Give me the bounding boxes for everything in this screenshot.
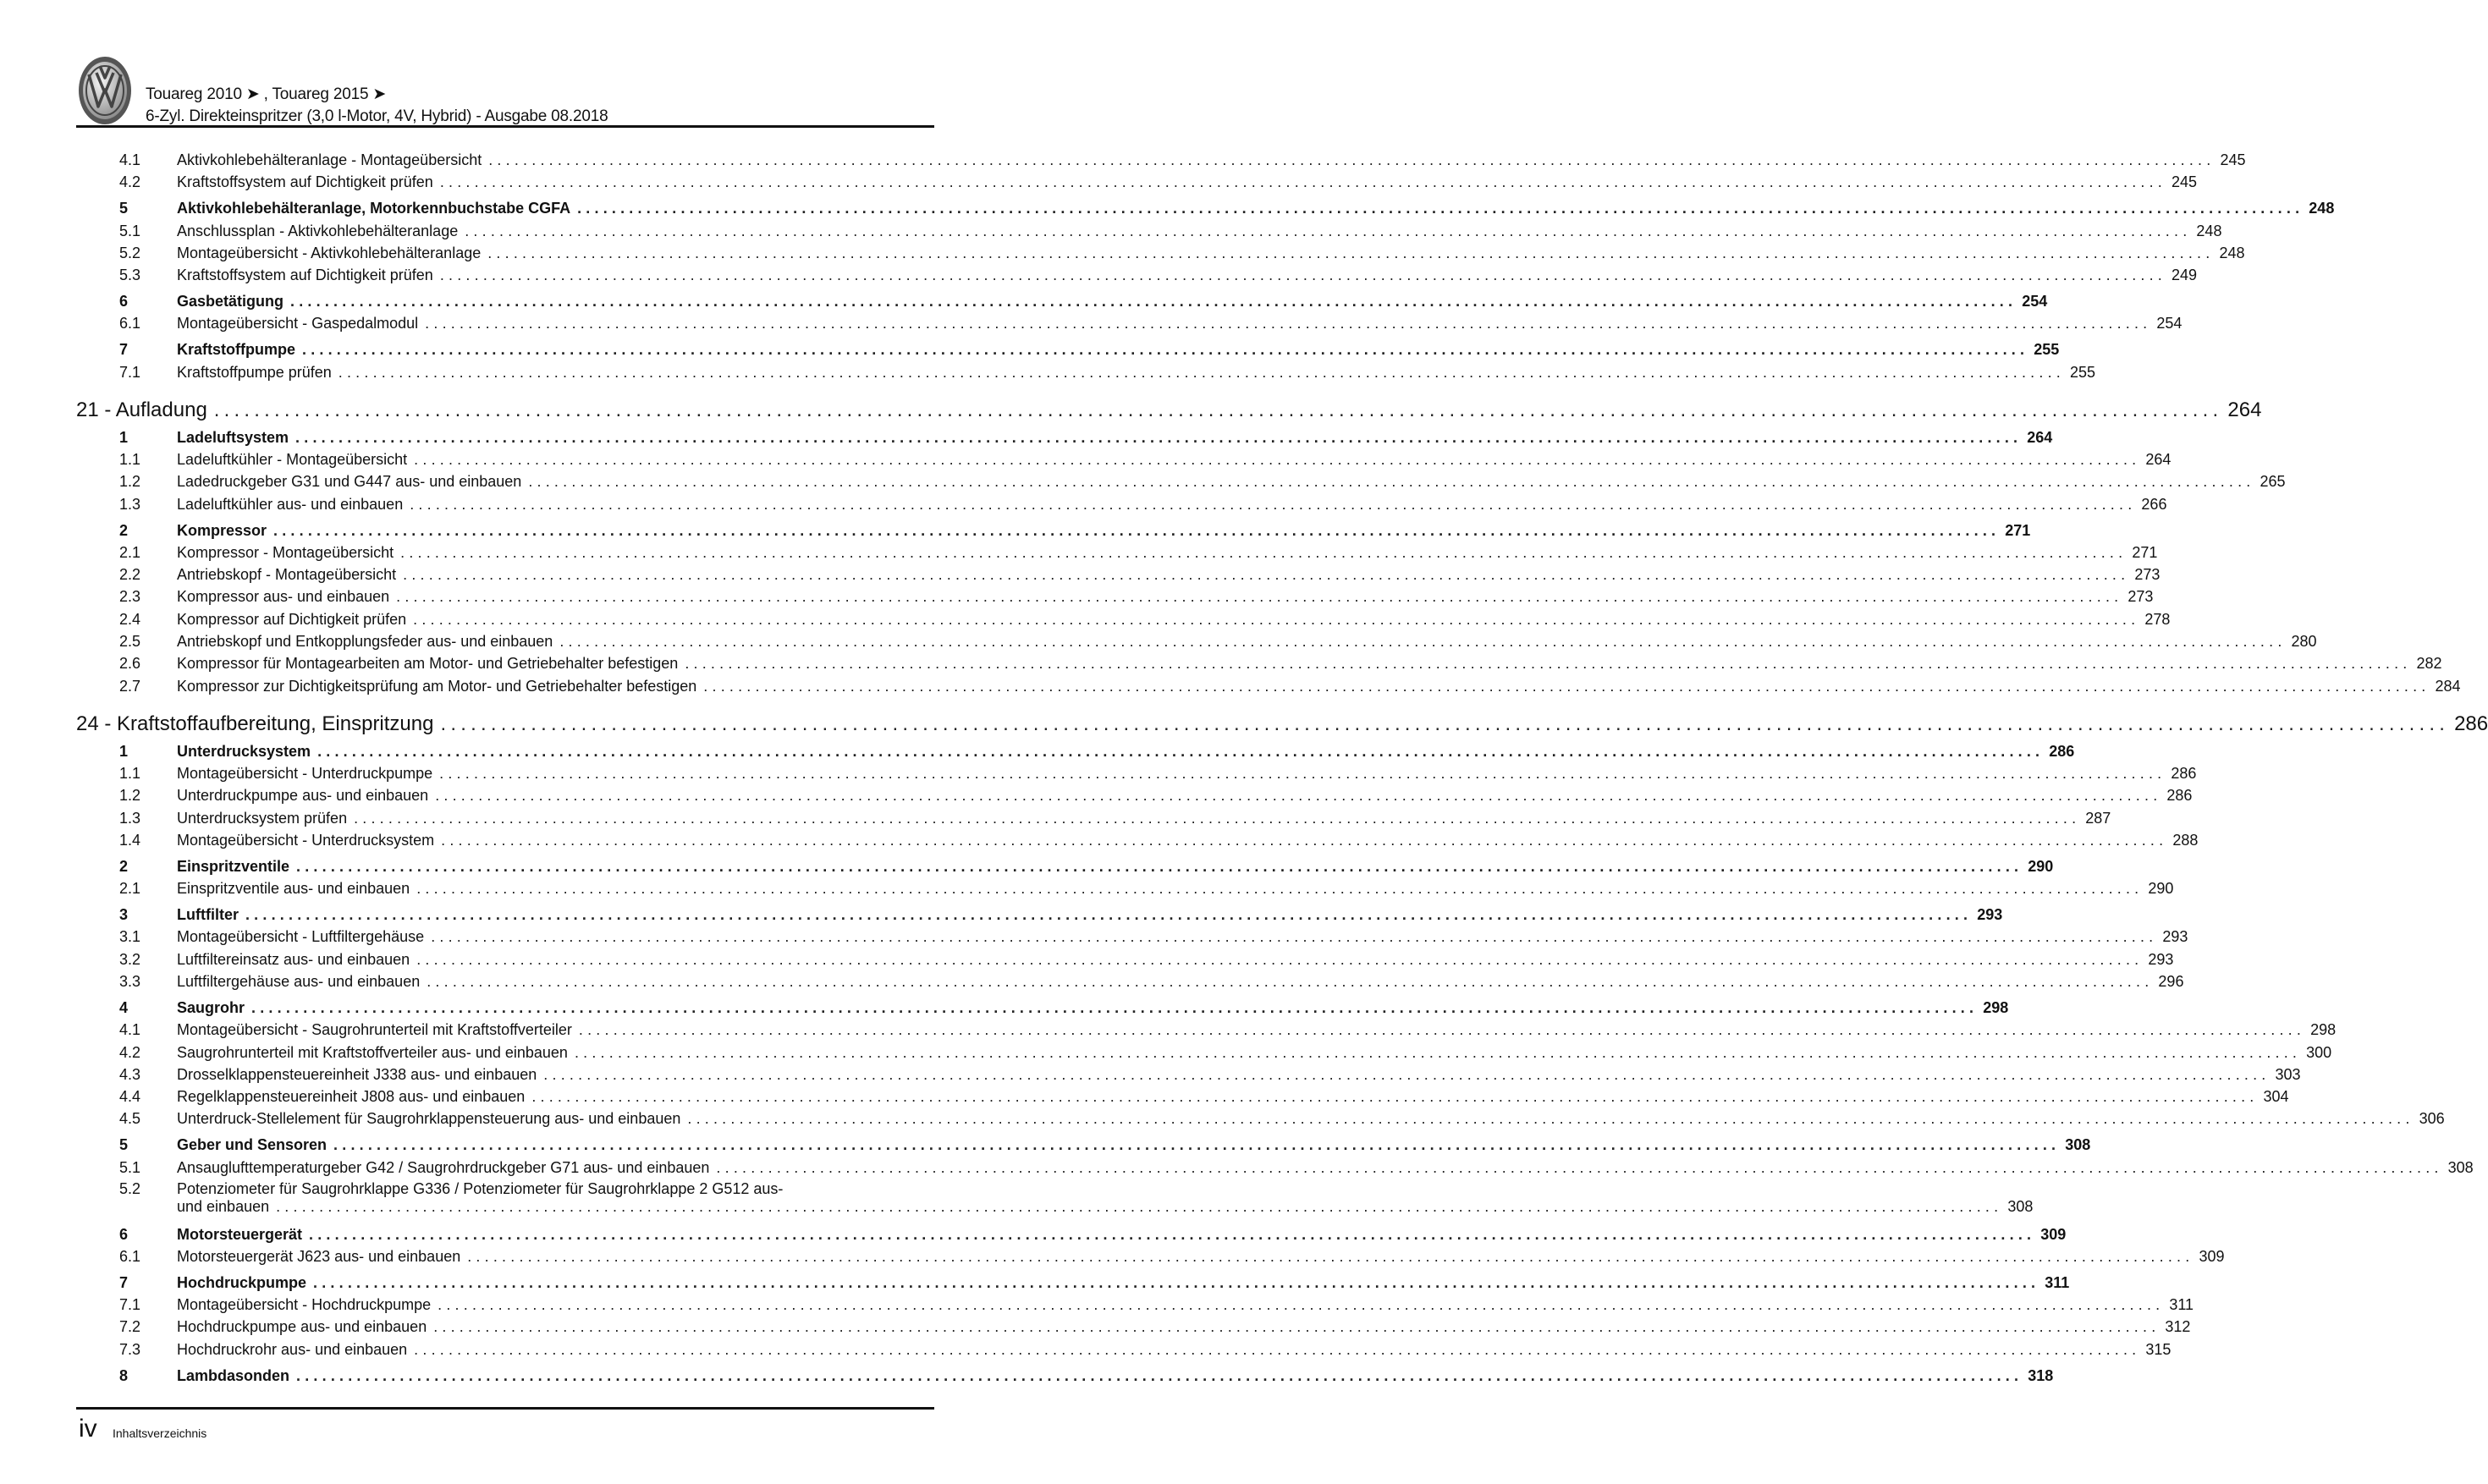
entry-title: Unterdruck-Stellelement für Saugrohrklappensteuerung aus- und einbauen bbox=[177, 1110, 681, 1128]
toc-section[interactable] bbox=[76, 1272, 2070, 1294]
entry-title: Montageübersicht - Unterdruckpumpe bbox=[177, 764, 433, 782]
entry-title: Saugrohrunterteil mit Kraftstoffverteiler aus- und einbauen bbox=[177, 1043, 568, 1061]
dot-leader: ........................................................................................................................................................................................................ bbox=[528, 473, 2255, 491]
toc-entry[interactable] bbox=[76, 762, 2197, 784]
entry-number: 4 bbox=[119, 998, 129, 1016]
entry-number: 3.3 bbox=[119, 973, 141, 990]
entry-number: 6.1 bbox=[119, 315, 141, 333]
toc-entry[interactable] bbox=[76, 829, 2199, 851]
dot-leader: ........................................................................................................................................................................................................ bbox=[441, 831, 2168, 849]
dot-leader: ........................................................................................................................................................................................................ bbox=[439, 173, 2167, 191]
entry-number: 2 bbox=[119, 857, 129, 875]
entry-page: 309 bbox=[2199, 1247, 2225, 1265]
entry-number: 8 bbox=[119, 1366, 129, 1384]
entry-number: 7.1 bbox=[119, 363, 141, 381]
entry-page: 312 bbox=[2165, 1318, 2191, 1336]
entry-title: Ladeluftsystem bbox=[177, 428, 289, 446]
entry-page: 290 bbox=[2148, 880, 2174, 898]
entry-title: Saugrohr bbox=[177, 998, 245, 1016]
entry-page: 293 bbox=[2148, 950, 2174, 968]
toc-entry[interactable] bbox=[76, 652, 2442, 674]
table-of-contents bbox=[76, 149, 2488, 1387]
entry-page: 309 bbox=[2040, 1225, 2067, 1243]
dot-leader: ........................................................................................................................................................................................................ bbox=[574, 1043, 2302, 1061]
entry-title: Drosselklappensteuereinheit J338 aus- und einbauen bbox=[177, 1065, 537, 1083]
toc-entry[interactable] bbox=[76, 608, 2171, 630]
entry-page: 286 bbox=[2049, 742, 2075, 760]
entry-number: 6 bbox=[119, 1225, 129, 1243]
entry-title: Montageübersicht - Aktivkohlebehälteranlage bbox=[177, 244, 482, 261]
dot-leader: ........................................................................................................................................................................................................ bbox=[543, 1065, 2271, 1083]
entry-title: Montageübersicht - Saugrohrunterteil mit Kraftstoffverteiler bbox=[177, 1021, 572, 1039]
dot-leader: ........................................................................................................................................................................................................ bbox=[313, 1273, 2040, 1291]
entry-title: Kompressor auf Dichtigkeit prüfen bbox=[177, 610, 407, 628]
toc-entry[interactable] bbox=[76, 1179, 2034, 1219]
dot-leader: ........................................................................................................................................................................................................ bbox=[276, 1198, 2003, 1216]
entry-number: 2.1 bbox=[119, 880, 141, 898]
dot-leader: ........................................................................................................................................................................................................ bbox=[559, 633, 2287, 651]
entry-title: Kompressor zur Dichtigkeitsprüfung am Motor- und Getriebehalter befestigen bbox=[177, 677, 697, 695]
toc-entry[interactable] bbox=[76, 149, 2246, 171]
dot-leader: ........................................................................................................................................................................................................ bbox=[439, 764, 2166, 782]
entry-page: 290 bbox=[2028, 857, 2054, 875]
toc-entry[interactable] bbox=[76, 1086, 2289, 1108]
dot-leader: ........................................................................................................................................................................................................ bbox=[487, 244, 2215, 261]
entry-page: 303 bbox=[2275, 1065, 2301, 1083]
entry-page: 264 bbox=[2227, 398, 2262, 422]
dot-leader: ........................................................................................................................................................................................................ bbox=[431, 928, 2158, 946]
entry-title: Motorsteuergerät bbox=[177, 1225, 303, 1243]
dot-leader: ........................................................................................................................................................................................................ bbox=[338, 363, 2065, 381]
entry-page: 265 bbox=[2260, 473, 2286, 491]
entry-page: 311 bbox=[2169, 1296, 2194, 1314]
toc-entry[interactable] bbox=[76, 630, 2317, 652]
entry-number: 5 bbox=[119, 200, 129, 217]
entry-title: 24 - Kraftstoffaufbereitung, Einspritzung bbox=[76, 712, 434, 735]
entry-page: 264 bbox=[2027, 428, 2053, 446]
dot-leader: ........................................................................................................................................................................................................ bbox=[296, 857, 2023, 875]
entry-number: 2.5 bbox=[119, 633, 141, 651]
entry-number: 4.2 bbox=[119, 1043, 141, 1061]
entry-number: 1.3 bbox=[119, 809, 141, 827]
dot-leader: ........................................................................................................................................................................................................ bbox=[577, 200, 2304, 217]
dot-leader: ........................................................................................................................................................................................................ bbox=[410, 495, 2137, 513]
entry-page: 271 bbox=[2005, 521, 2031, 539]
dot-leader: ........................................................................................................................................................................................................ bbox=[403, 566, 2130, 584]
dot-leader: ........................................................................................................................................................................................................ bbox=[531, 1088, 2259, 1106]
entry-page: 264 bbox=[2145, 451, 2171, 469]
toc-section[interactable] bbox=[76, 426, 2053, 448]
entry-number: 2.6 bbox=[119, 655, 141, 673]
toc-section[interactable] bbox=[76, 997, 2009, 1019]
toc-entry[interactable] bbox=[76, 877, 2174, 899]
entry-number: 4.1 bbox=[119, 1021, 141, 1039]
toc-entry[interactable] bbox=[76, 171, 2198, 193]
entry-number: 5.2 bbox=[119, 244, 141, 261]
dot-leader: ........................................................................................................................................................................................................ bbox=[317, 742, 2045, 760]
dot-leader: ........................................................................................................................................................................................................ bbox=[425, 315, 2152, 333]
toc-entry[interactable] bbox=[76, 1064, 2301, 1086]
entry-page: 306 bbox=[2419, 1110, 2445, 1128]
toc-entry[interactable] bbox=[76, 1157, 2474, 1179]
entry-page: 293 bbox=[2162, 928, 2188, 946]
toc-entry[interactable] bbox=[76, 264, 2198, 286]
entry-number: 2.2 bbox=[119, 566, 141, 584]
entry-title: Einspritzventile bbox=[177, 857, 290, 875]
toc-section[interactable] bbox=[76, 1223, 2067, 1245]
header-engine-edition: 6-Zyl. Direkteinspritzer (3,0 l-Motor, 4V, Hybrid) - Ausgabe 08.2018 bbox=[146, 107, 608, 125]
dot-leader: ........................................................................................................................................................................................................ bbox=[440, 712, 2450, 735]
dot-leader: ........................................................................................................................................................................................................ bbox=[302, 341, 2029, 359]
dot-leader: ........................................................................................................................................................................................................ bbox=[433, 1318, 2160, 1336]
dot-leader: ........................................................................................................................................................................................................ bbox=[309, 1225, 2036, 1243]
toc-chapter[interactable] bbox=[76, 398, 2262, 422]
toc-entry[interactable] bbox=[76, 1338, 2171, 1360]
entry-page: 248 bbox=[2196, 222, 2222, 239]
entry-title: Luftfiltereinsatz aus- und einbauen bbox=[177, 950, 410, 968]
vw-logo bbox=[78, 56, 132, 125]
entry-title: Ladeluftkühler - Montageübersicht bbox=[177, 451, 408, 469]
entry-page: 249 bbox=[2171, 267, 2198, 284]
toc-entry[interactable] bbox=[76, 926, 2188, 948]
entry-page: 286 bbox=[2454, 712, 2488, 735]
entry-title: 21 - Aufladung bbox=[76, 398, 207, 422]
entry-number: 5.1 bbox=[119, 1158, 141, 1176]
toc-section[interactable] bbox=[76, 338, 2060, 360]
entry-page: 308 bbox=[2447, 1158, 2474, 1176]
entry-title: Kraftstoffsystem auf Dichtigkeit prüfen bbox=[177, 267, 433, 284]
toc-section[interactable] bbox=[76, 1365, 2054, 1387]
entry-page: 273 bbox=[2127, 588, 2154, 606]
entry-number: 4.5 bbox=[119, 1110, 141, 1128]
entry-title: Kompressor - Montageübersicht bbox=[177, 543, 394, 561]
entry-number: 2.4 bbox=[119, 610, 141, 628]
toc-entry[interactable] bbox=[76, 1294, 2194, 1316]
entry-page: 296 bbox=[2158, 973, 2184, 990]
toc-entry[interactable] bbox=[76, 1042, 2332, 1064]
dot-leader: ........................................................................................................................................................................................................ bbox=[438, 1296, 2165, 1314]
dot-leader: ........................................................................................................................................................................................................ bbox=[273, 521, 2001, 539]
entry-page: 280 bbox=[2291, 633, 2317, 651]
dot-leader: ........................................................................................................................................................................................................ bbox=[685, 655, 2412, 673]
entry-page: 308 bbox=[2065, 1136, 2091, 1154]
entry-page: 300 bbox=[2306, 1043, 2332, 1061]
dot-leader: ........................................................................................................................................................................................................ bbox=[435, 787, 2162, 805]
entry-title: Montageübersicht - Hochdruckpumpe bbox=[177, 1296, 432, 1314]
toc-section[interactable] bbox=[76, 290, 2048, 312]
toc-entry[interactable] bbox=[76, 541, 2158, 563]
entry-title: Kraftstoffpumpe prüfen bbox=[177, 363, 332, 381]
dot-leader: ........................................................................................................................................................................................................ bbox=[439, 267, 2167, 284]
dot-leader: ........................................................................................................................................................................................................ bbox=[296, 1366, 2023, 1384]
toc-entry[interactable] bbox=[76, 448, 2171, 470]
entry-page: 255 bbox=[2034, 341, 2060, 359]
entry-number: 5 bbox=[119, 1136, 129, 1154]
toc-entry[interactable] bbox=[76, 242, 2245, 264]
entry-title: Unterdrucksystem prüfen bbox=[177, 809, 348, 827]
entry-title: Kraftstoffpumpe bbox=[177, 341, 295, 359]
entry-title: Aktivkohlebehälteranlage, Motorkennbuchstabe CGFA bbox=[177, 200, 571, 217]
entry-page: 315 bbox=[2145, 1340, 2171, 1358]
entry-page: 273 bbox=[2134, 566, 2160, 584]
toc-section[interactable] bbox=[76, 1134, 2091, 1156]
dot-leader: ........................................................................................................................................................................................................ bbox=[251, 998, 1979, 1016]
dot-leader: ........................................................................................................................................................................................................ bbox=[295, 428, 2023, 446]
entry-title: Antriebskopf und Entkopplungsfeder aus- und einbauen bbox=[177, 633, 553, 651]
dot-leader: ........................................................................................................................................................................................................ bbox=[416, 950, 2144, 968]
entry-number: 3.2 bbox=[119, 950, 141, 968]
entry-page: 254 bbox=[2022, 293, 2048, 311]
dot-leader: ........................................................................................................................................................................................................ bbox=[687, 1110, 2414, 1128]
entry-number: 1 bbox=[119, 742, 129, 760]
entry-number: 1.1 bbox=[119, 451, 141, 469]
dot-leader: ........................................................................................................................................................................................................ bbox=[467, 1247, 2194, 1265]
entry-title: Montageübersicht - Unterdrucksystem bbox=[177, 831, 435, 849]
dot-leader: ........................................................................................................................................................................................................ bbox=[245, 906, 1973, 924]
entry-number: 5.3 bbox=[119, 267, 141, 284]
dot-leader: ........................................................................................................................................................................................................ bbox=[416, 880, 2144, 898]
entry-page: 286 bbox=[2166, 787, 2193, 805]
dot-leader: ........................................................................................................................................................................................................ bbox=[578, 1021, 2306, 1039]
entry-number: 2 bbox=[119, 521, 129, 539]
entry-number: 1.1 bbox=[119, 764, 141, 782]
toc-entry[interactable] bbox=[76, 1019, 2337, 1041]
toc-entry[interactable] bbox=[76, 807, 2111, 829]
entry-title: Kompressor aus- und einbauen bbox=[177, 588, 390, 606]
entry-number: 7 bbox=[119, 1273, 129, 1291]
entry-page: 266 bbox=[2141, 495, 2167, 513]
entry-title: Luftfiltergehäuse aus- und einbauen bbox=[177, 973, 421, 990]
entry-title: Lambdasonden bbox=[177, 1366, 290, 1384]
entry-number: 3 bbox=[119, 906, 129, 924]
toc-entry[interactable] bbox=[76, 585, 2154, 607]
toc-section[interactable] bbox=[76, 519, 2031, 541]
entry-title: Ladeluftkühler aus- und einbauen bbox=[177, 495, 404, 513]
dot-leader: ........................................................................................................................................................................................................ bbox=[354, 809, 2081, 827]
entry-page: 255 bbox=[2069, 363, 2096, 381]
entry-title: Montageübersicht - Gaspedalmodul bbox=[177, 315, 419, 333]
toc-entry[interactable] bbox=[76, 312, 2183, 334]
entry-title: Aktivkohlebehälteranlage - Montageübersicht bbox=[177, 151, 482, 168]
entry-page: 271 bbox=[2132, 543, 2158, 561]
entry-title: Luftfilter bbox=[177, 906, 239, 924]
toc-entry[interactable] bbox=[76, 970, 2184, 992]
dot-leader: ........................................................................................................................................................................................................ bbox=[213, 398, 2223, 422]
entry-title: Gasbetätigung bbox=[177, 293, 284, 311]
entry-page: 293 bbox=[1977, 906, 2003, 924]
toc-entry[interactable] bbox=[76, 675, 2461, 697]
entry-number: 6 bbox=[119, 293, 129, 311]
entry-page: 245 bbox=[2171, 173, 2198, 191]
entry-number: 4.1 bbox=[119, 151, 141, 168]
entry-title: Potenziometer für Saugrohrklappe G336 / Potenziometer für Saugrohrklappe 2 G512 aus- bbox=[177, 1180, 784, 1198]
entry-title: Antriebskopf - Montageübersicht bbox=[177, 566, 397, 584]
dot-leader: ........................................................................................................................................................................................................ bbox=[427, 973, 2154, 990]
entry-page: 308 bbox=[2007, 1198, 2034, 1216]
entry-page: 311 bbox=[2045, 1273, 2070, 1291]
header-rule bbox=[76, 125, 934, 128]
entry-page: 287 bbox=[2085, 809, 2111, 827]
toc-entry[interactable] bbox=[76, 948, 2174, 970]
entry-page: 254 bbox=[2156, 315, 2183, 333]
entry-title: Anschlussplan - Aktivkohlebehälteranlage bbox=[177, 222, 459, 239]
entry-page: 248 bbox=[2219, 244, 2245, 261]
entry-title: Hochdruckrohr aus- und einbauen bbox=[177, 1340, 408, 1358]
entry-title: Unterdrucksystem bbox=[177, 742, 311, 760]
entry-title: Ansauglufttemperaturgeber G42 / Saugrohrdruckgeber G71 aus- und einbauen bbox=[177, 1158, 710, 1176]
entry-number: 4.3 bbox=[119, 1065, 141, 1083]
entry-title: Kompressor für Montagearbeiten am Motor- und Getriebehalter befestigen bbox=[177, 655, 679, 673]
entry-title: Hochdruckpumpe aus- und einbauen bbox=[177, 1318, 427, 1336]
entry-number: 4.4 bbox=[119, 1088, 141, 1106]
header-model: Touareg 2010 ➤ , Touareg 2015 ➤ bbox=[146, 85, 387, 103]
toc-section[interactable] bbox=[76, 904, 2003, 926]
footer-section: Inhaltsverzeichnis bbox=[113, 1426, 207, 1440]
entry-number: 1.4 bbox=[119, 831, 141, 849]
entry-title: Montageübersicht - Luftfiltergehäuse bbox=[177, 928, 425, 946]
entry-title: Geber und Sensoren bbox=[177, 1136, 328, 1154]
entry-number: 4.2 bbox=[119, 173, 141, 191]
dot-leader: ........................................................................................................................................................................................................ bbox=[333, 1136, 2061, 1154]
entry-number: 6.1 bbox=[119, 1247, 141, 1265]
entry-title: Regelklappensteuereinheit J808 aus- und einbauen bbox=[177, 1088, 526, 1106]
entry-title: Kompressor bbox=[177, 521, 267, 539]
entry-page: 278 bbox=[2144, 610, 2171, 628]
entry-number: 2.7 bbox=[119, 677, 141, 695]
entry-number: 7.2 bbox=[119, 1318, 141, 1336]
dot-leader: ........................................................................................................................................................................................................ bbox=[400, 543, 2127, 561]
entry-number: 7 bbox=[119, 341, 129, 359]
entry-title: Einspritzventile aus- und einbauen bbox=[177, 880, 410, 898]
toc-entry[interactable] bbox=[76, 1316, 2191, 1338]
toc-entry[interactable] bbox=[76, 784, 2193, 806]
dot-leader: ........................................................................................................................................................................................................ bbox=[396, 588, 2123, 606]
entry-page: 248 bbox=[2309, 200, 2335, 217]
entry-page: 286 bbox=[2171, 764, 2197, 782]
entry-number: 5.2 bbox=[119, 1180, 141, 1198]
dot-leader: ........................................................................................................................................................................................................ bbox=[413, 610, 2140, 628]
toc-section[interactable] bbox=[76, 740, 2075, 762]
entry-title-continued: und einbauen bbox=[177, 1198, 270, 1216]
toc-entry[interactable] bbox=[76, 493, 2167, 515]
dot-leader: ........................................................................................................................................................................................................ bbox=[716, 1158, 2443, 1176]
toc-entry[interactable] bbox=[76, 470, 2286, 492]
entry-title: Motorsteuergerät J623 aus- und einbauen bbox=[177, 1247, 461, 1265]
toc-entry[interactable] bbox=[76, 1245, 2225, 1267]
entry-page: 288 bbox=[2172, 831, 2199, 849]
entry-page: 318 bbox=[2028, 1366, 2054, 1384]
entry-number: 2.3 bbox=[119, 588, 141, 606]
entry-title: Hochdruckpumpe bbox=[177, 1273, 307, 1291]
dot-leader: ........................................................................................................................................................................................................ bbox=[465, 222, 2192, 239]
entry-number: 3.1 bbox=[119, 928, 141, 946]
entry-number: 7.1 bbox=[119, 1296, 141, 1314]
entry-number: 1 bbox=[119, 428, 129, 446]
entry-page: 298 bbox=[1983, 998, 2009, 1016]
entry-number: 2.1 bbox=[119, 543, 141, 561]
entry-number: 1.2 bbox=[119, 473, 141, 491]
toc-chapter[interactable] bbox=[76, 712, 2488, 736]
toc-section[interactable] bbox=[76, 197, 2335, 219]
entry-number: 5.1 bbox=[119, 222, 141, 239]
page-number: iv bbox=[79, 1415, 97, 1443]
entry-page: 284 bbox=[2435, 677, 2461, 695]
entry-page: 282 bbox=[2416, 655, 2442, 673]
entry-number: 1.3 bbox=[119, 495, 141, 513]
toc-entry[interactable] bbox=[76, 563, 2160, 585]
footer-rule bbox=[76, 1407, 934, 1410]
entry-page: 298 bbox=[2310, 1021, 2337, 1039]
dot-leader: ........................................................................................................................................................................................................ bbox=[290, 293, 2017, 311]
toc-entry[interactable] bbox=[76, 220, 2222, 242]
entry-title: Unterdruckpumpe aus- und einbauen bbox=[177, 787, 429, 805]
dot-leader: ........................................................................................................................................................................................................ bbox=[414, 451, 2141, 469]
dot-leader: ........................................................................................................................................................................................................ bbox=[703, 677, 2430, 695]
entry-number: 1.2 bbox=[119, 787, 141, 805]
toc-section[interactable] bbox=[76, 855, 2054, 877]
entry-number: 7.3 bbox=[119, 1340, 141, 1358]
entry-page: 245 bbox=[2220, 151, 2246, 168]
entry-title: Kraftstoffsystem auf Dichtigkeit prüfen bbox=[177, 173, 433, 191]
entry-title: Ladedruckgeber G31 und G447 aus- und einbauen bbox=[177, 473, 522, 491]
dot-leader: ........................................................................................................................................................................................................ bbox=[414, 1340, 2141, 1358]
toc-entry[interactable] bbox=[76, 361, 2096, 383]
toc-entry[interactable] bbox=[76, 1108, 2445, 1129]
dot-leader: ........................................................................................................................................................................................................ bbox=[488, 151, 2216, 168]
entry-page: 304 bbox=[2263, 1088, 2289, 1106]
